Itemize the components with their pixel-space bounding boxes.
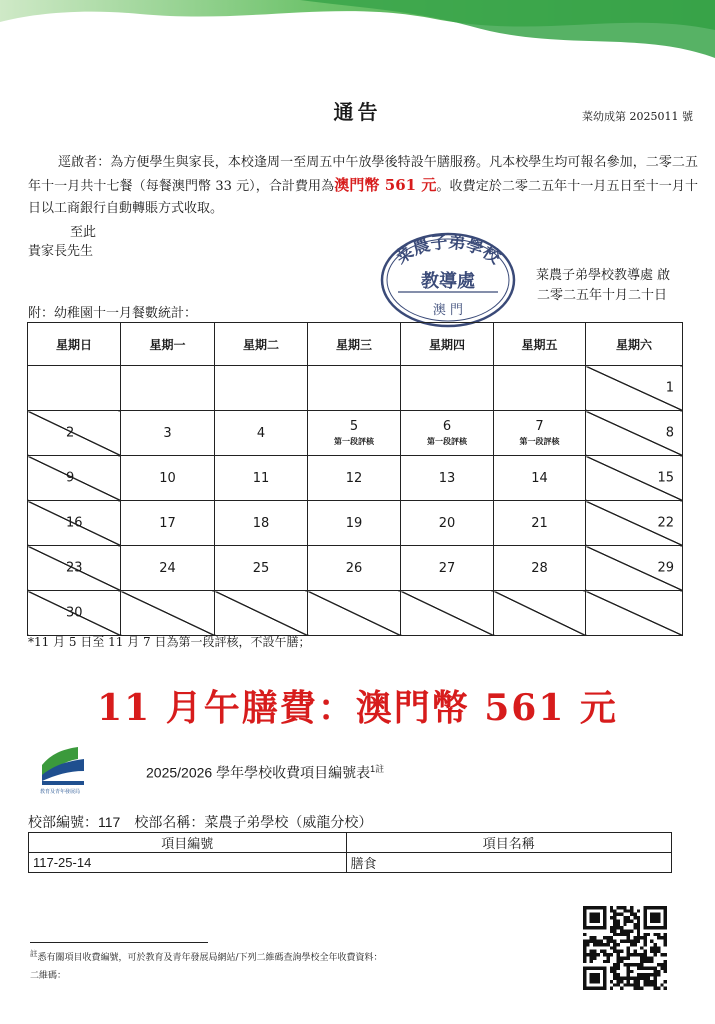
calendar-day-cell bbox=[215, 456, 308, 501]
calendar-label: 附：幼稚園十一月餐數統計： bbox=[28, 306, 198, 321]
calendar-day-cell bbox=[308, 501, 401, 546]
calendar-day-cell bbox=[494, 501, 586, 546]
calendar-day-number: 9 bbox=[66, 470, 75, 486]
calendar-day-number: 15 bbox=[657, 470, 674, 486]
calendar-day-cell bbox=[308, 546, 401, 591]
calendar-day-cell bbox=[28, 366, 121, 411]
calendar-day-number: 2 bbox=[66, 425, 75, 441]
calendar-day-cell bbox=[121, 456, 215, 501]
notice-body bbox=[28, 152, 698, 220]
calendar-day-cell bbox=[401, 456, 494, 501]
footnote-divider bbox=[30, 942, 208, 943]
fee-code-table bbox=[28, 832, 672, 873]
calendar-footnote: *11 月 5 日至 11 月 7 日為第一段評核，不設午膳； bbox=[28, 635, 311, 649]
addressee: 貴家長先生 bbox=[28, 244, 94, 259]
calendar-day-cell bbox=[401, 366, 494, 411]
calendar-day-cell bbox=[586, 501, 683, 546]
fee-code-cell: 117-25-14 bbox=[29, 853, 347, 873]
calendar-day-number: 4 bbox=[256, 425, 266, 441]
col-header-name: 項目名稱 bbox=[346, 833, 671, 853]
fee-table-title-text: 2025/2026 學年學校收費項目編號表 bbox=[146, 764, 371, 781]
signature-org: 菜農子弟學校教導處 啟 bbox=[536, 268, 671, 283]
calendar-week-row bbox=[28, 366, 683, 411]
weekday-header-thu: 星期四 bbox=[401, 323, 494, 366]
seal-arc-text: 菜農子弟學校 bbox=[392, 232, 504, 269]
calendar-day-cell bbox=[215, 366, 308, 411]
calendar-day-number: 14 bbox=[531, 470, 548, 486]
calendar-day-number: 6 bbox=[442, 419, 452, 434]
fee-name-cell: 膳食 bbox=[346, 853, 671, 873]
fee-table-title-note: 1註 bbox=[370, 764, 385, 774]
calendar-day-note: 第一段評核 bbox=[334, 436, 374, 446]
calendar-day-number: 18 bbox=[252, 515, 270, 531]
calendar-day-number: 23 bbox=[66, 560, 83, 576]
calendar-day-number: 17 bbox=[159, 515, 176, 531]
calendar-day-cell bbox=[586, 591, 683, 636]
calendar-day-cell bbox=[586, 366, 683, 411]
calendar-day-cell bbox=[494, 456, 586, 501]
top-wave-banner bbox=[0, 0, 715, 62]
school-info: 校部編號：117 校部名稱：菜農子弟學校（威龍分校） bbox=[28, 814, 373, 830]
calendar-week-row bbox=[28, 591, 683, 636]
calendar-day-cell bbox=[28, 591, 121, 636]
dsedj-logo-icon bbox=[38, 745, 96, 795]
calendar-day-number: 1 bbox=[665, 380, 674, 396]
calendar-body bbox=[28, 366, 683, 636]
calendar-day-cell bbox=[494, 591, 586, 636]
calendar-day-number: 7 bbox=[535, 419, 544, 434]
calendar-day-number: 27 bbox=[438, 560, 456, 576]
calendar-day-number: 26 bbox=[345, 560, 363, 576]
weekday-header-mon: 星期一 bbox=[121, 323, 215, 366]
calendar-day-number: 10 bbox=[159, 470, 176, 486]
reference-number: 菜幼成第 2025011 號 bbox=[582, 110, 693, 123]
seal-bottom-text: 澳 門 bbox=[432, 303, 464, 318]
calendar-day-number: 19 bbox=[345, 515, 363, 531]
body-text-2: 。收費定於二零二五年十一月五日至十一月十日以工商銀行自動轉賬方式收取。 bbox=[28, 179, 698, 216]
calendar-day-cell bbox=[494, 546, 586, 591]
calendar-day-cell bbox=[215, 546, 308, 591]
calendar-day-number: 5 bbox=[349, 419, 359, 434]
logo-caption: 教育及青年發展局 bbox=[40, 789, 81, 795]
weekday-header-tue: 星期二 bbox=[215, 323, 308, 366]
calendar-day-number: 13 bbox=[438, 470, 456, 486]
fee-banner: 11 月午膳費：澳門幣 561 元 bbox=[97, 687, 618, 729]
calendar-day-number: 20 bbox=[438, 515, 456, 531]
calendar-day-cell bbox=[401, 591, 494, 636]
calendar-day-cell bbox=[586, 456, 683, 501]
calendar-day-number: 12 bbox=[345, 470, 363, 486]
calendar-day-number: 30 bbox=[66, 605, 83, 621]
closing-line: 至此 bbox=[70, 225, 97, 240]
calendar-day-number: 11 bbox=[252, 470, 270, 486]
fee-footnote bbox=[30, 948, 383, 963]
signature-date: 二零二五年十月二十日 bbox=[537, 288, 668, 303]
calendar-day-cell bbox=[28, 456, 121, 501]
calendar-day-cell bbox=[121, 501, 215, 546]
calendar-day-number: 16 bbox=[66, 515, 83, 531]
calendar-day-number: 25 bbox=[252, 560, 270, 576]
weekday-header-sat: 星期六 bbox=[586, 323, 683, 366]
calendar-day-cell bbox=[121, 546, 215, 591]
calendar-day-cell bbox=[28, 501, 121, 546]
calendar-day-cell bbox=[308, 456, 401, 501]
calendar-day-cell bbox=[121, 366, 215, 411]
calendar-day-cell bbox=[308, 411, 401, 456]
calendar-day-cell bbox=[28, 546, 121, 591]
calendar-week-row bbox=[28, 546, 683, 591]
col-header-code: 項目編號 bbox=[29, 833, 347, 853]
school-seal-stamp bbox=[368, 230, 528, 330]
calendar-day-number: 22 bbox=[657, 515, 674, 531]
fee-footnote-text: 悉有關項目收費編號，可於教育及青年發展局網站/下列二維碼查詢學校全年收費資料： bbox=[37, 953, 383, 963]
svg-text:菜農子弟學校 bbox=[392, 232, 506, 269]
notice-title: 通告 bbox=[333, 100, 382, 124]
calendar-day-cell bbox=[121, 591, 215, 636]
calendar-day-number: 24 bbox=[159, 560, 176, 576]
body-text-1: 逕啟者：為方便學生與家長，本校逢周一至周五中午放學後特設午膳服務。凡本校學生均可報名參加，二零二五年十一月共十七餐（每餐澳門幣 33 元），合計費用為 bbox=[28, 155, 698, 194]
calendar-day-cell bbox=[215, 591, 308, 636]
calendar-day-number: 8 bbox=[665, 425, 674, 441]
calendar-day-number: 29 bbox=[657, 560, 674, 576]
calendar-day-cell bbox=[28, 411, 121, 456]
calendar-day-cell bbox=[215, 501, 308, 546]
calendar-day-cell bbox=[308, 366, 401, 411]
calendar-day-cell bbox=[401, 546, 494, 591]
fee-footnote-mark: 註 bbox=[30, 949, 38, 958]
calendar-day-cell bbox=[401, 411, 494, 456]
calendar-day-note: 第一段評核 bbox=[427, 436, 467, 446]
fee-table-title bbox=[146, 762, 384, 783]
calendar-day-number: 28 bbox=[531, 560, 548, 576]
table-row bbox=[29, 853, 672, 873]
qr-label: 二維碼： bbox=[30, 971, 67, 981]
seal-center-text: 教導處 bbox=[421, 271, 475, 292]
calendar-day-note: 第一段評核 bbox=[519, 436, 560, 446]
calendar-day-cell bbox=[494, 366, 586, 411]
calendar-week-row bbox=[28, 501, 683, 546]
weekday-header-wed: 星期三 bbox=[308, 323, 401, 366]
body-fee-highlight: 澳門幣 561 元 bbox=[334, 176, 437, 194]
calendar-day-cell bbox=[586, 546, 683, 591]
qr-code-icon[interactable] bbox=[583, 906, 667, 990]
calendar-day-cell bbox=[401, 501, 494, 546]
calendar-day-number: 3 bbox=[163, 425, 172, 441]
weekday-header-sun: 星期日 bbox=[28, 323, 121, 366]
calendar-day-cell bbox=[494, 411, 586, 456]
calendar-day-number: 21 bbox=[531, 515, 548, 531]
calendar-day-cell bbox=[121, 411, 215, 456]
calendar-day-cell bbox=[215, 411, 308, 456]
weekday-header-fri: 星期五 bbox=[494, 323, 586, 366]
meal-calendar bbox=[27, 322, 683, 636]
calendar-week-row bbox=[28, 456, 683, 501]
calendar-day-cell bbox=[586, 411, 683, 456]
calendar-week-row bbox=[28, 411, 683, 456]
calendar-day-cell bbox=[308, 591, 401, 636]
